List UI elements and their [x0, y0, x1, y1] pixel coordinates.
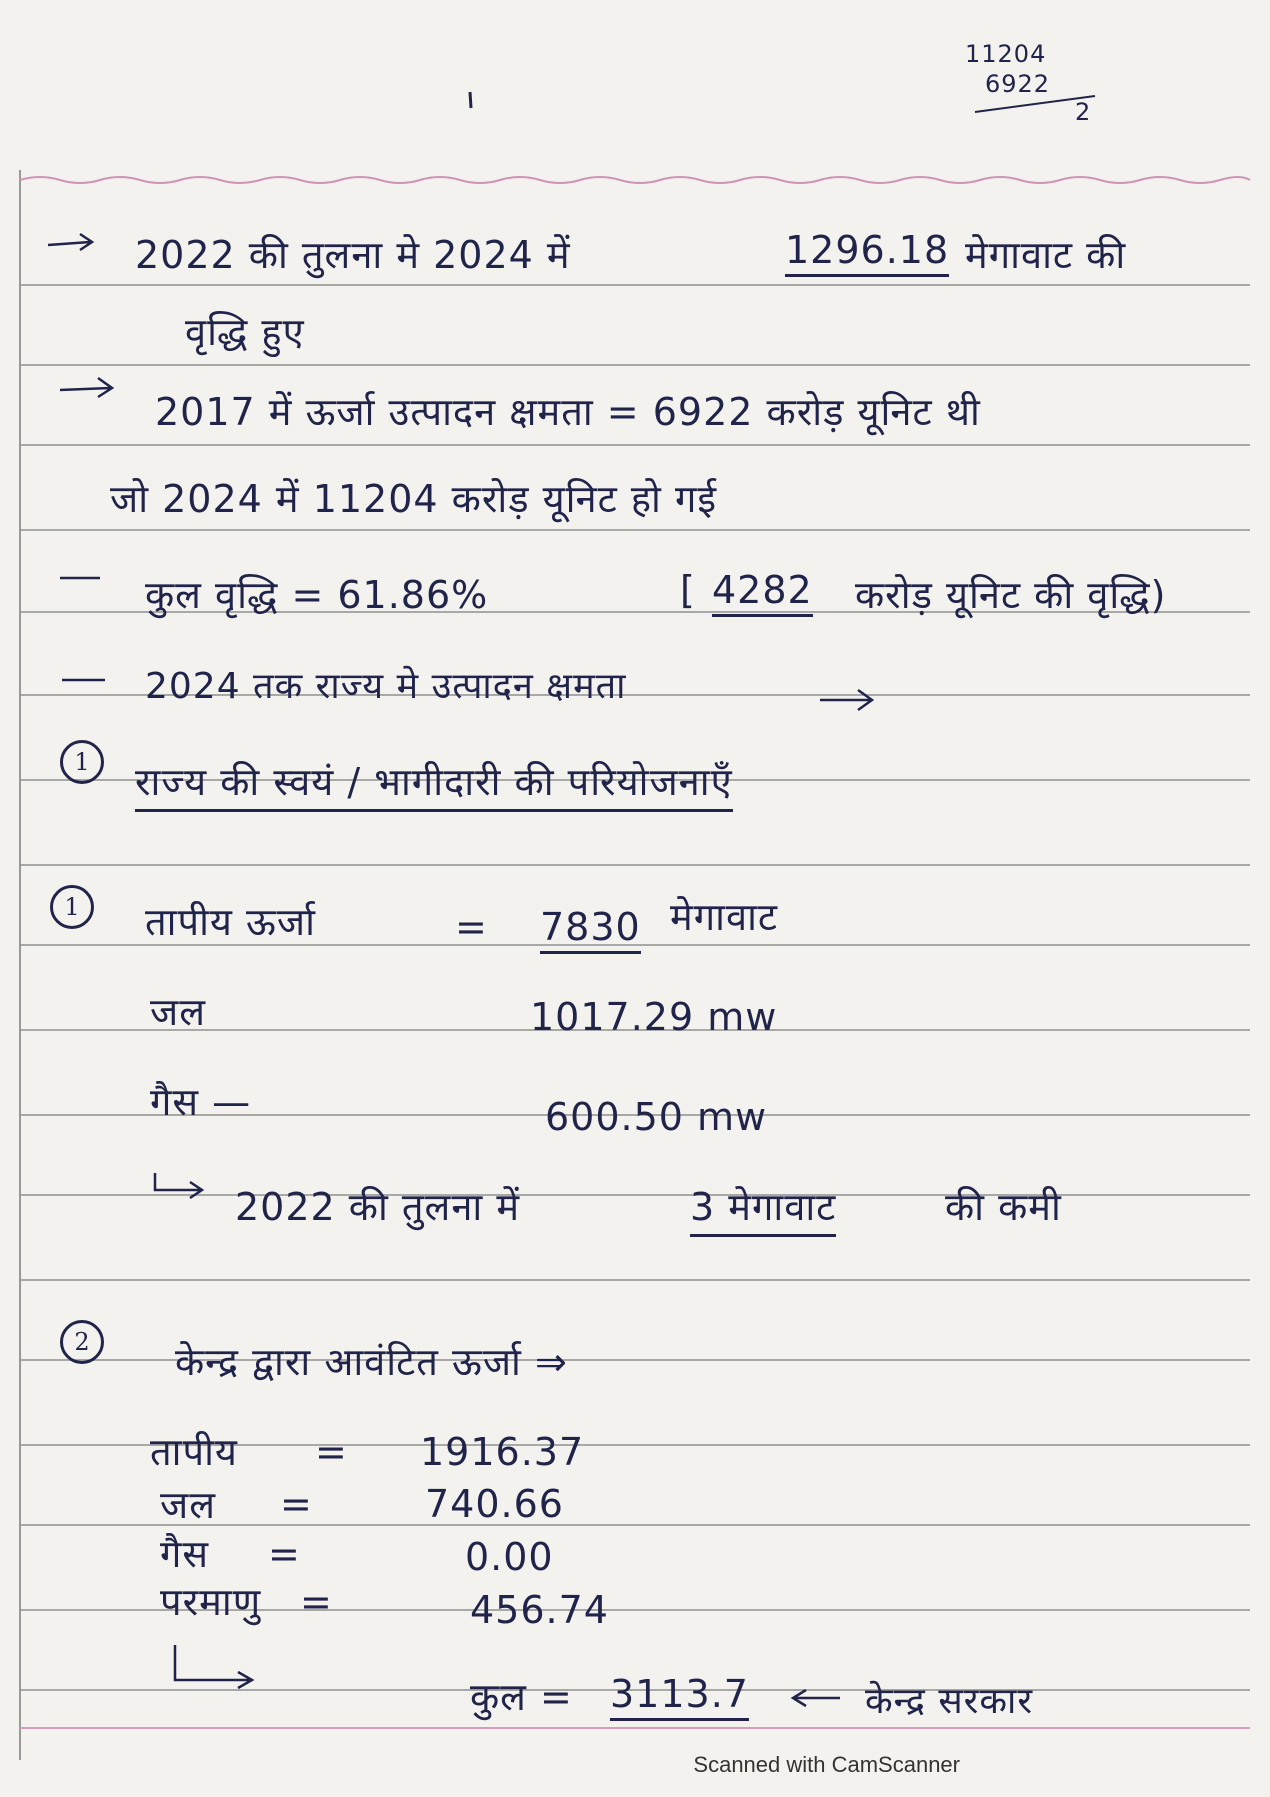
scanner-watermark: Scanned with CamScanner [693, 1752, 960, 1777]
note-line-5-end: करोड़ यूनिट की वृद्धि) [855, 573, 1167, 617]
central-4-eq: = [300, 1580, 333, 1624]
item-1-value: 7830 [540, 905, 641, 954]
item-1-number: 1 [50, 885, 94, 929]
central-3-eq: = [268, 1532, 301, 1576]
corner-calc-line2: 6922 [985, 70, 1051, 98]
note-line-1: 2022 की तुलना मे 2024 में [135, 233, 571, 277]
item-1-eq: = [455, 905, 488, 949]
note-line-5-bracket: [ [680, 568, 696, 612]
central-3-value: 0.00 [465, 1535, 554, 1579]
corner-calc-line1: 11204 [965, 40, 1047, 68]
item-1-label: तापीय ऊर्जा [145, 900, 316, 944]
note-line-5-value: 4282 [712, 568, 813, 617]
note-line-1-end: मेगावाट की [965, 233, 1127, 277]
item-1-unit: मेगावाट [670, 895, 779, 939]
item-2-value: 1017.29 mw [530, 995, 778, 1039]
item-3-value: 600.50 mw [545, 1095, 768, 1139]
section-1-heading: राज्य की स्वयं / भागीदारी की परियोजनाएँ [135, 755, 733, 812]
note-line-4: जो 2024 में 11204 करोड़ यूनिट हो गई [110, 477, 718, 521]
item-3-label: गैस — [150, 1080, 252, 1124]
central-2-label: जल [160, 1483, 216, 1527]
item-4-end: की कमी [945, 1185, 1062, 1229]
central-4-label: परमाणु [160, 1580, 262, 1624]
total-value: 3113.7 [610, 1672, 749, 1721]
total-label: कुल = [470, 1675, 573, 1719]
section-1-number: 1 [60, 740, 104, 784]
item-4-text: 2022 की तुलना में [235, 1185, 521, 1229]
central-4-value: 456.74 [470, 1588, 609, 1632]
corner-calc-line3: 2 [1075, 98, 1092, 126]
note-line-6: 2024 तक राज्य मे उत्पादन क्षमता [145, 666, 627, 707]
central-1-eq: = [315, 1430, 348, 1474]
central-3-label: गैस [160, 1532, 210, 1576]
section-2-number: 2 [60, 1320, 104, 1364]
section-2-heading: केन्द्र द्वारा आवंटित ऊर्जा ⇒ [175, 1340, 568, 1384]
note-line-5: कुल वृद्धि = 61.86% [145, 573, 489, 617]
total-end: केन्द्र सरकार [865, 1681, 1034, 1722]
item-2-label: जल [150, 990, 206, 1034]
note-line-2: वृद्धि हुए [185, 310, 305, 354]
note-line-1-value: 1296.18 [785, 228, 949, 277]
central-1-label: तापीय [150, 1430, 238, 1474]
central-1-value: 1916.37 [420, 1430, 585, 1474]
item-4-value: 3 मेगावाट [690, 1180, 836, 1237]
central-2-eq: = [280, 1482, 313, 1526]
central-2-value: 740.66 [425, 1482, 564, 1526]
note-line-3: 2017 में ऊर्जा उत्पादन क्षमता = 6922 करोड़ यूनिट थी [155, 390, 981, 434]
